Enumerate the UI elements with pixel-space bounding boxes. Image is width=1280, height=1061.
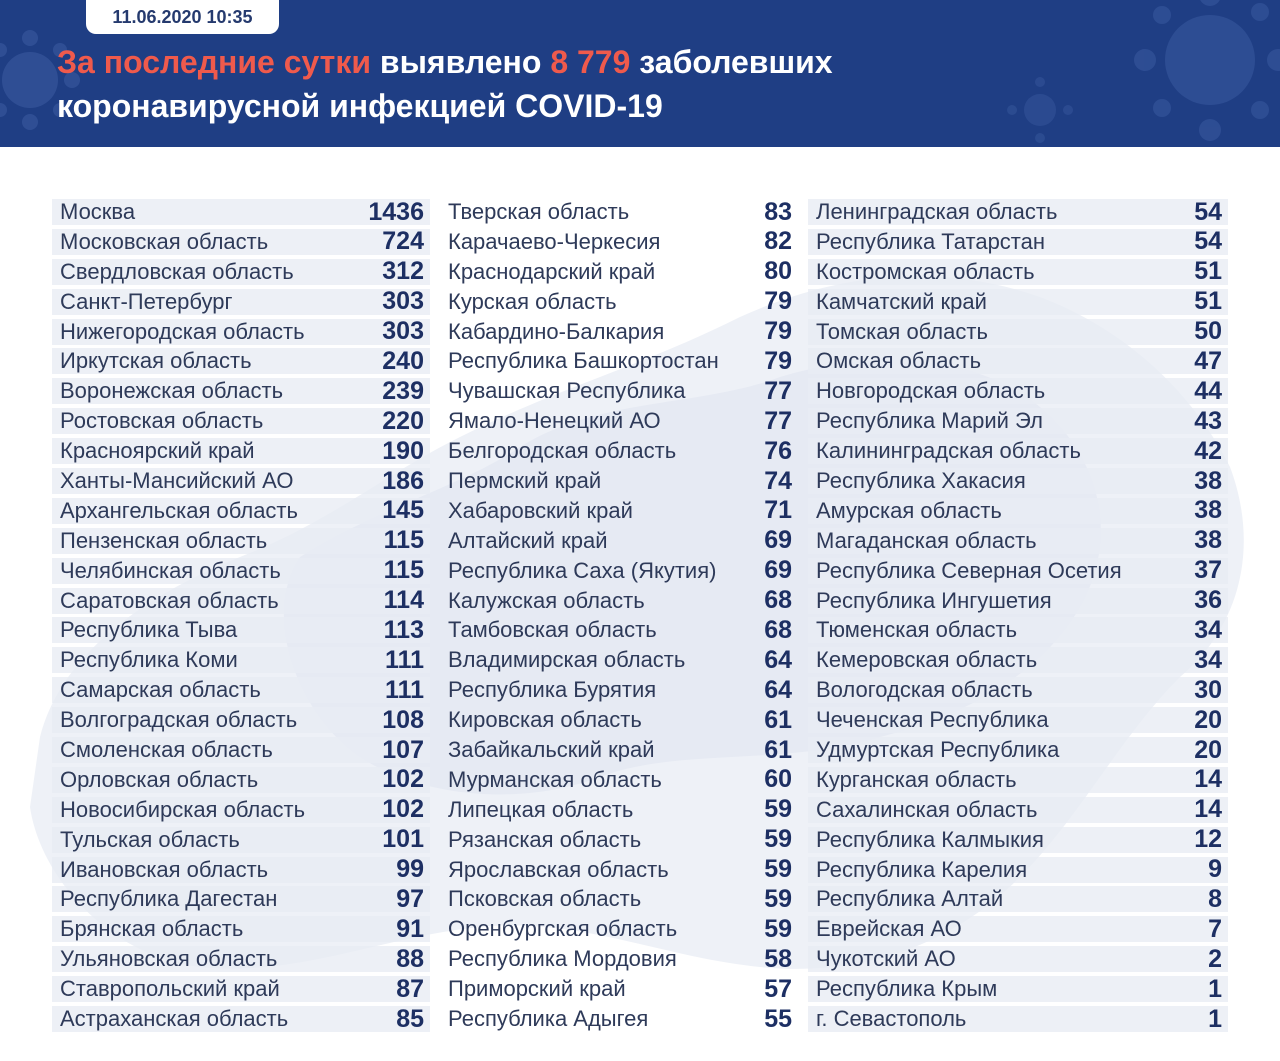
region-name: Астраханская область xyxy=(60,1006,289,1032)
region-name: Республика Ингушетия xyxy=(816,587,1052,613)
case-count: 76 xyxy=(764,436,792,465)
case-count: 115 xyxy=(383,526,424,555)
region-name: Санкт-Петербург xyxy=(60,288,233,314)
region-row xyxy=(52,976,430,1002)
case-count: 239 xyxy=(382,376,424,405)
region-row xyxy=(808,916,1228,942)
region-row xyxy=(808,946,1228,972)
region-name: Москва xyxy=(60,199,136,224)
case-count: 12 xyxy=(1194,825,1222,854)
case-count: 97 xyxy=(396,884,424,913)
region-row xyxy=(440,1006,798,1032)
region-name: Омская область xyxy=(816,348,982,374)
region-name: Сахалинская область xyxy=(816,796,1038,822)
case-count: 55 xyxy=(764,1004,792,1033)
region-name: Вологодская область xyxy=(816,677,1033,703)
region-row xyxy=(440,976,798,1002)
region-row xyxy=(52,886,430,912)
case-count: 44 xyxy=(1194,376,1222,405)
date-badge: 11.06.2020 10:35 xyxy=(86,0,279,34)
case-count: 220 xyxy=(382,406,424,435)
region-name: Липецкая область xyxy=(448,796,634,822)
region-row xyxy=(808,199,1228,225)
region-name: Свердловская область xyxy=(60,258,294,284)
region-name: Республика Татарстан xyxy=(816,228,1046,254)
region-name: Ленинградская область xyxy=(816,199,1058,224)
content-area xyxy=(0,147,1280,1061)
case-count: 54 xyxy=(1194,197,1222,226)
region-name: Забайкальский край xyxy=(448,737,655,763)
region-name: Кировская область xyxy=(448,707,642,733)
region-name: Смоленская область xyxy=(60,737,273,763)
region-row xyxy=(808,767,1228,793)
region-row xyxy=(808,558,1228,584)
region-row xyxy=(440,408,798,434)
region-row xyxy=(440,229,798,255)
region-row xyxy=(808,677,1228,703)
region-row xyxy=(52,857,430,883)
region-row xyxy=(440,857,798,883)
region-row xyxy=(440,588,798,614)
region-row xyxy=(440,797,798,823)
case-count: 101 xyxy=(382,825,424,854)
region-name: Республика Мордовия xyxy=(448,946,677,972)
case-count: 68 xyxy=(764,586,792,615)
region-row xyxy=(808,588,1228,614)
region-row xyxy=(808,289,1228,315)
region-row xyxy=(808,827,1228,853)
region-row xyxy=(52,199,430,225)
region-name: Алтайский край xyxy=(448,527,608,553)
region-name: Костромская область xyxy=(816,258,1035,284)
case-count: 71 xyxy=(764,496,792,525)
region-name: Архангельская область xyxy=(60,497,298,523)
case-count: 64 xyxy=(764,645,792,674)
region-name: Тюменская область xyxy=(816,617,1018,643)
region-row xyxy=(440,348,798,374)
region-row xyxy=(52,259,430,285)
region-row xyxy=(808,378,1228,404)
region-row xyxy=(808,857,1228,883)
region-name: Псковская область xyxy=(448,886,642,912)
region-row xyxy=(808,438,1228,464)
region-row xyxy=(52,707,430,733)
region-name: Еврейская АО xyxy=(816,916,962,942)
region-row xyxy=(440,647,798,673)
case-count: 36 xyxy=(1194,586,1222,615)
virus-icon xyxy=(1000,70,1080,147)
region-row xyxy=(52,1006,430,1032)
region-name: Новосибирская область xyxy=(60,796,306,822)
region-row xyxy=(808,229,1228,255)
region-name: Орловская область xyxy=(60,766,259,792)
case-count: 9 xyxy=(1208,855,1222,884)
region-name: Иркутская область xyxy=(60,348,252,374)
case-count: 724 xyxy=(382,227,424,256)
case-count: 60 xyxy=(764,765,792,794)
region-name: Курганская область xyxy=(816,766,1017,792)
region-name: Пермский край xyxy=(448,468,602,494)
case-count: 82 xyxy=(764,227,792,256)
region-name: Карачаево-Черкесия xyxy=(448,228,661,254)
case-count: 50 xyxy=(1194,317,1222,346)
region-row xyxy=(52,797,430,823)
region-name: Республика Северная Осетия xyxy=(816,557,1122,583)
case-count: 79 xyxy=(764,346,792,375)
region-name: Мурманская область xyxy=(448,766,662,792)
region-row xyxy=(440,378,798,404)
region-name: Амурская область xyxy=(816,497,1002,523)
case-count: 51 xyxy=(1194,257,1222,286)
region-name: Хабаровский край xyxy=(448,497,633,523)
region-name: Кабардино-Балкария xyxy=(448,318,665,344)
page-title xyxy=(57,40,833,128)
region-row xyxy=(52,408,430,434)
region-name: Чувашская Республика xyxy=(448,378,686,404)
region-name: Магаданская область xyxy=(816,527,1037,553)
case-count: 111 xyxy=(385,675,424,704)
case-count: 69 xyxy=(764,526,792,555)
case-count: 59 xyxy=(764,855,792,884)
case-count: 108 xyxy=(382,705,424,734)
title-count: 8 779 xyxy=(550,44,631,80)
region-row xyxy=(440,319,798,345)
region-row xyxy=(440,916,798,942)
region-row xyxy=(440,946,798,972)
case-count: 59 xyxy=(764,914,792,943)
title-accent: За последние сутки xyxy=(57,44,372,80)
case-count: 1 xyxy=(1208,974,1222,1003)
case-count: 303 xyxy=(382,317,424,346)
case-count: 99 xyxy=(396,855,424,884)
region-name: Ростовская область xyxy=(60,408,264,434)
region-row xyxy=(52,617,430,643)
region-row xyxy=(52,767,430,793)
region-row xyxy=(808,1006,1228,1032)
case-count: 91 xyxy=(396,914,424,943)
case-count: 61 xyxy=(764,705,792,734)
region-name: Калининградская область xyxy=(816,438,1081,464)
region-name: Ярославская область xyxy=(448,856,669,882)
case-count: 34 xyxy=(1194,645,1222,674)
region-row xyxy=(808,797,1228,823)
region-row xyxy=(52,827,430,853)
case-count: 80 xyxy=(764,257,792,286)
region-row xyxy=(808,737,1228,763)
case-count: 113 xyxy=(383,615,424,644)
region-row xyxy=(440,438,798,464)
region-name: Оренбургская область xyxy=(448,916,678,942)
region-row xyxy=(808,707,1228,733)
region-row xyxy=(52,588,430,614)
region-row xyxy=(52,946,430,972)
region-name: Красноярский край xyxy=(60,438,255,464)
case-count: 69 xyxy=(764,556,792,585)
case-count: 58 xyxy=(764,944,792,973)
case-count: 2 xyxy=(1208,944,1222,973)
case-count: 20 xyxy=(1194,735,1222,764)
region-row xyxy=(440,199,798,225)
case-count: 34 xyxy=(1194,615,1222,644)
case-count: 51 xyxy=(1194,287,1222,316)
title-line2: коронавирусной инфекцией COVID-19 xyxy=(57,88,663,124)
case-count: 312 xyxy=(382,257,424,286)
case-count: 102 xyxy=(382,795,424,824)
case-count: 59 xyxy=(764,795,792,824)
case-count: 114 xyxy=(383,586,424,615)
case-count: 61 xyxy=(764,735,792,764)
region-column-3 xyxy=(808,199,1228,1036)
region-name: Владимирская область xyxy=(448,647,686,673)
region-row xyxy=(440,259,798,285)
case-count: 145 xyxy=(382,496,424,525)
region-name: Ставропольский край xyxy=(60,976,280,1002)
region-row xyxy=(52,498,430,524)
region-row xyxy=(52,468,430,494)
region-name: Удмуртская Республика xyxy=(816,737,1060,763)
region-name: Республика Коми xyxy=(60,647,238,673)
region-row xyxy=(52,677,430,703)
region-name: Новгородская область xyxy=(816,378,1046,404)
case-count: 87 xyxy=(396,974,424,1003)
region-row xyxy=(440,886,798,912)
region-row xyxy=(808,647,1228,673)
case-count: 190 xyxy=(382,436,424,465)
region-row xyxy=(808,528,1228,554)
case-count: 20 xyxy=(1194,705,1222,734)
region-name: Республика Адыгея xyxy=(448,1006,649,1032)
region-name: Самарская область xyxy=(60,677,261,703)
region-name: Республика Башкортостан xyxy=(448,348,719,374)
region-name: Республика Бурятия xyxy=(448,677,657,703)
case-count: 79 xyxy=(764,317,792,346)
region-name: Нижегородская область xyxy=(60,318,305,344)
region-row xyxy=(440,617,798,643)
region-row xyxy=(808,319,1228,345)
region-name: Республика Калмыкия xyxy=(816,826,1044,852)
case-count: 186 xyxy=(382,466,424,495)
region-name: Белгородская область xyxy=(448,438,677,464)
case-count: 38 xyxy=(1194,496,1222,525)
case-count: 115 xyxy=(383,556,424,585)
case-count: 54 xyxy=(1194,227,1222,256)
case-count: 30 xyxy=(1194,675,1222,704)
case-count: 38 xyxy=(1194,466,1222,495)
region-row xyxy=(808,348,1228,374)
case-count: 68 xyxy=(764,615,792,644)
region-row xyxy=(440,468,798,494)
region-name: Ханты-Мансийский АО xyxy=(60,468,294,494)
case-count: 303 xyxy=(382,287,424,316)
case-count: 7 xyxy=(1208,914,1222,943)
region-row xyxy=(440,707,798,733)
case-count: 111 xyxy=(385,645,424,674)
region-name: Республика Крым xyxy=(816,976,998,1002)
region-row xyxy=(808,408,1228,434)
region-name: Московская область xyxy=(60,228,269,254)
case-count: 8 xyxy=(1208,884,1222,913)
region-name: Чеченская Республика xyxy=(816,707,1049,733)
region-row xyxy=(808,468,1228,494)
region-name: Республика Тыва xyxy=(60,617,238,643)
region-row xyxy=(52,319,430,345)
region-name: Томская область xyxy=(816,318,988,344)
region-row xyxy=(808,498,1228,524)
region-name: Республика Саха (Якутия) xyxy=(448,557,717,583)
region-name: Кемеровская область xyxy=(816,647,1038,673)
region-row xyxy=(440,677,798,703)
case-count: 77 xyxy=(764,376,792,405)
case-count: 42 xyxy=(1194,436,1222,465)
region-name: Приморский край xyxy=(448,976,626,1002)
case-count: 79 xyxy=(764,287,792,316)
case-count: 38 xyxy=(1194,526,1222,555)
region-name: Воронежская область xyxy=(60,378,284,404)
case-count: 43 xyxy=(1194,406,1222,435)
region-name: г. Севастополь xyxy=(816,1006,967,1032)
case-count: 64 xyxy=(764,675,792,704)
case-count: 74 xyxy=(764,466,792,495)
case-count: 77 xyxy=(764,406,792,435)
region-name: Калужская область xyxy=(448,587,645,613)
region-name: Курская область xyxy=(448,288,617,314)
case-count: 1436 xyxy=(368,197,424,226)
case-count: 85 xyxy=(396,1004,424,1033)
region-name: Ульяновская область xyxy=(60,946,278,972)
region-name: Краснодарский край xyxy=(448,258,656,284)
case-count: 1 xyxy=(1208,1004,1222,1033)
region-row xyxy=(440,767,798,793)
region-row xyxy=(52,558,430,584)
region-row xyxy=(440,289,798,315)
region-row xyxy=(808,259,1228,285)
case-count: 14 xyxy=(1194,795,1222,824)
region-name: Тульская область xyxy=(60,826,240,852)
title-mid: выявлено xyxy=(371,44,551,80)
region-row xyxy=(440,558,798,584)
region-row xyxy=(808,617,1228,643)
region-name: Республика Марий Эл xyxy=(816,408,1043,434)
region-column-1 xyxy=(52,199,430,1036)
case-count: 88 xyxy=(396,944,424,973)
region-name: Саратовская область xyxy=(60,587,279,613)
region-row xyxy=(440,498,798,524)
case-count: 107 xyxy=(382,735,424,764)
region-name: Республика Дагестан xyxy=(60,886,278,912)
case-count: 37 xyxy=(1194,556,1222,585)
region-row xyxy=(52,348,430,374)
case-count: 102 xyxy=(382,765,424,794)
region-row xyxy=(440,737,798,763)
region-name: Волгоградская область xyxy=(60,707,298,733)
case-count: 83 xyxy=(764,197,792,226)
region-row xyxy=(440,827,798,853)
region-name: Рязанская область xyxy=(448,826,642,852)
region-name: Республика Карелия xyxy=(816,856,1028,882)
region-row xyxy=(52,229,430,255)
region-row xyxy=(52,647,430,673)
case-count: 57 xyxy=(764,974,792,1003)
region-row xyxy=(440,528,798,554)
region-name: Челябинская область xyxy=(60,557,281,583)
region-name: Ямало-Ненецкий АО xyxy=(448,408,661,434)
region-name: Тверская область xyxy=(448,199,630,224)
region-name: Республика Хакасия xyxy=(816,468,1026,494)
region-name: Камчатский край xyxy=(816,288,987,314)
case-count: 59 xyxy=(764,884,792,913)
region-row xyxy=(52,289,430,315)
case-count: 14 xyxy=(1194,765,1222,794)
region-name: Республика Алтай xyxy=(816,886,1004,912)
region-row xyxy=(808,886,1228,912)
region-row xyxy=(52,378,430,404)
region-name: Ивановская область xyxy=(60,856,269,882)
region-name: Тамбовская область xyxy=(448,617,657,643)
region-row xyxy=(808,976,1228,1002)
region-row xyxy=(52,438,430,464)
region-row xyxy=(52,916,430,942)
region-name: Чукотский АО xyxy=(816,946,956,972)
region-name: Брянская область xyxy=(60,916,244,942)
region-row xyxy=(52,737,430,763)
case-count: 59 xyxy=(764,825,792,854)
virus-icon xyxy=(1100,0,1280,147)
region-row xyxy=(52,528,430,554)
region-column-2 xyxy=(440,199,798,1036)
case-count: 240 xyxy=(382,346,424,375)
region-name: Пензенская область xyxy=(60,527,268,553)
title-end: заболевших xyxy=(630,44,833,80)
header-banner xyxy=(0,0,1280,147)
case-count: 47 xyxy=(1194,346,1222,375)
